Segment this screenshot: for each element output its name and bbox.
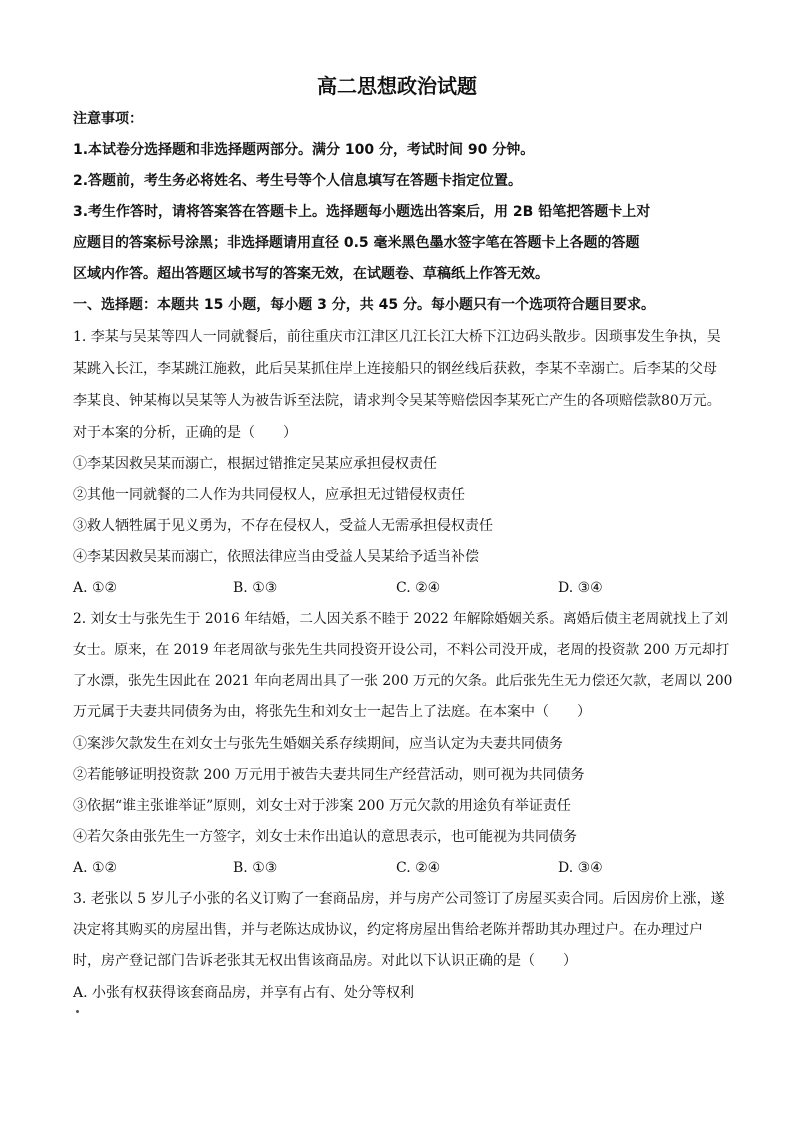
question-1-option-a: A. ①②: [73, 580, 118, 596]
question-2-statement: ③依据“谁主张谁举证”原则，刘女士对于涉案 200 万元欠款的用途负有举证责任: [73, 798, 571, 814]
question-3-stem-line: 时，房产登记部门告诉老张其无权出售该商品房。对此以下认识正确的是（ ）: [73, 953, 577, 969]
question-2-option-b: B. ①③: [233, 860, 278, 876]
question-1-stem-line: 李某良、钟某梅以吴某等人为被告诉至法院，请求判令吴某等赔偿因李某死亡产生的各项赔偿款80万元。: [73, 393, 721, 409]
question-3-stem-line: 3. 老张以 5 岁儿子小张的名义订购了一套商品房，并与房产公司签订了房屋买卖合同。后因房价上涨，遂: [73, 891, 725, 907]
notice-heading: 注意事项：: [73, 111, 143, 127]
question-1-option-c: C. ②④: [396, 580, 441, 596]
question-2-statement: ①案涉欠款发生在刘女士与张先生婚姻关系存续期间，应当认定为夫妻共同债务: [73, 736, 563, 752]
question-1-statement: ②其他一同就餐的二人作为共同侵权人，应承担无过错侵权责任: [73, 487, 465, 503]
notice-item: 区域内作答。超出答题区域书写的答案无效，在试题卷、草稿纸上作答无效。: [73, 266, 549, 282]
question-2-option-d: D. ③④: [558, 860, 603, 876]
question-1-stem-line: 1. 李某与吴某等四人一同就餐后，前往重庆市江津区几江长江大桥下江边码头散步。因琐事发生争执，吴: [73, 329, 721, 345]
question-2-stem-line: 女士。原来，在 2019 年老周欲与张先生共同投资开设公司，不料公司没开成，老周的投资款 200 万元却打: [73, 642, 730, 658]
question-1-option-b: B. ①③: [233, 580, 278, 596]
question-1-option-d: D. ③④: [558, 580, 603, 596]
question-2-option-a: A. ①②: [73, 860, 118, 876]
stray-dot-mark: [76, 1010, 79, 1013]
question-2-statement: ②若能够证明投资款 200 万元用于被告夫妻共同生产经营活动，则可视为共同债务: [73, 767, 585, 783]
question-2-statement: ④若欠条由张先生一方签字，刘女士未作出追认的意思表示，也可能视为共同债务: [73, 829, 577, 845]
question-2-stem-line: 了水漂，张先生因此在 2021 年向老周出具了一张 200 万元的欠条。此后张先生无力偿还欠款，老周以 200: [73, 673, 733, 689]
question-2-stem-line: 2. 刘女士与张先生于 2016 年结婚，二人因关系不睦于 2022 年解除婚姻关系。离婚后债主老周就找上了刘: [73, 611, 728, 627]
notice-item: 1.本试卷分选择题和非选择题两部分。满分 100 分，考试时间 90 分钟。: [73, 142, 535, 158]
question-2-stem-line: 万元属于夫妻共同债务为由，将张先生和刘女士一起告上了法庭。在本案中（ ）: [73, 704, 591, 720]
question-1-statement: ④李某因救吴某而溺亡，依照法律应当由受益人吴某给予适当补偿: [73, 549, 479, 565]
notice-item: 3.考生作答时，请将答案答在答题卡上。选择题每小题选出答案后，用 2B 铅笔把答题卡上对: [73, 204, 651, 220]
question-2-option-c: C. ②④: [396, 860, 441, 876]
notice-item: 2.答题前，考生务必将姓名、考生号等个人信息填写在答题卡指定位置。: [73, 173, 523, 189]
question-3-stem-line: 决定将其购买的房屋出售，并与老陈达成协议，约定将房屋出售给老陈并帮助其办理过户。在办理过户: [73, 922, 703, 938]
notice-item: 应题目的答案标号涂黑；非选择题请用直径 0.5 毫米黑色墨水签字笔在答题卡上各题的答题: [73, 235, 640, 251]
question-1-statement: ③救人牺牲属于见义勇为，不存在侵权人，受益人无需承担侵权责任: [73, 518, 493, 534]
page-title: 高二思想政治试题: [317, 74, 477, 98]
section-heading: 一、选择题：本题共 15 小题，每小题 3 分，共 45 分。每小题只有一个选项符合题目要求。: [73, 297, 655, 313]
question-1-statement: ①李某因救吴某而溺亡，根据过错推定吴某应承担侵权责任: [73, 456, 437, 472]
question-1-stem-line: 对于本案的分析，正确的是（ ）: [73, 425, 297, 441]
question-1-stem-line: 某跳入长江，李某跳江施救，此后吴某抓住岸上连接船只的钢丝线后获救，李某不幸溺亡。后李某的父母: [73, 361, 717, 377]
question-3-option-a: A. 小张有权获得该套商品房，并享有占有、处分等权利: [73, 985, 415, 1001]
